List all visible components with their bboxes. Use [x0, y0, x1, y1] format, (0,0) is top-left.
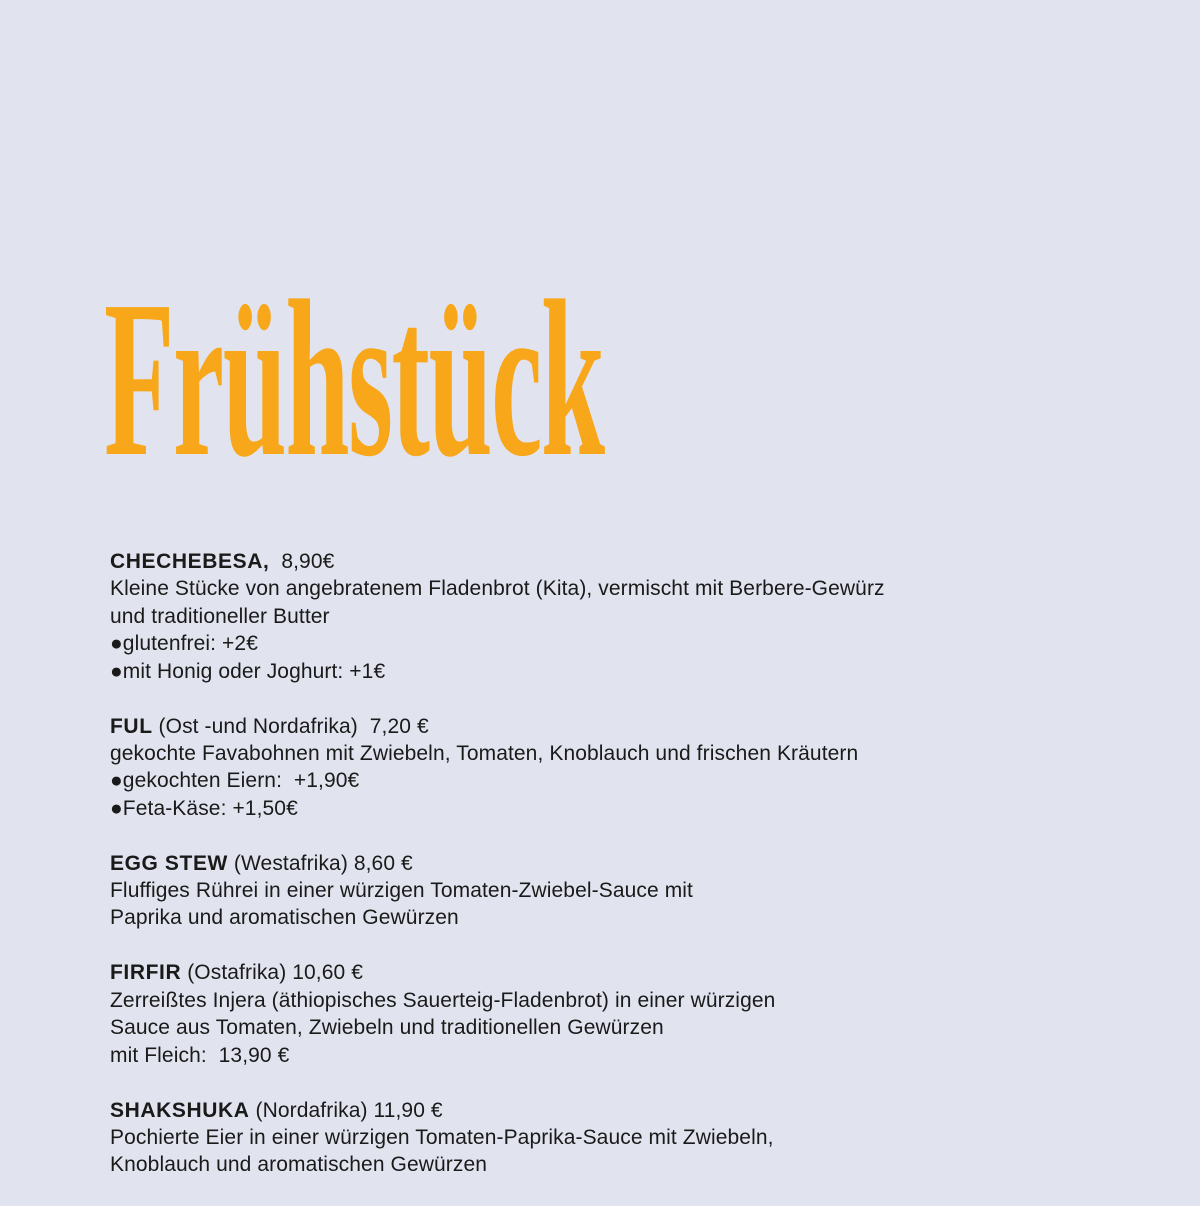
item-name: FUL: [110, 714, 153, 738]
item-option: ● Feta-Käse: +1,50€: [110, 795, 1110, 822]
menu-item-shakshuka: [110, 1097, 1110, 1179]
item-price: (Ostafrika) 10,60 €: [181, 961, 364, 985]
item-header: [110, 713, 1110, 740]
item-description: Fluffiges Rührei in einer würzigen Tomaten-Zwiebel-Sauce mit: [110, 879, 693, 903]
item-name: SHAKSHUKA: [110, 1098, 250, 1122]
item-name: FIRFIR: [110, 961, 182, 985]
item-header: [110, 959, 1110, 986]
item-name: CHECHEBESA,: [110, 550, 270, 573]
item-price: (Westafrika) 8,60 €: [227, 851, 413, 875]
menu-item-firfir: [110, 959, 1110, 1069]
item-description: Sauce aus Tomaten, Zwiebeln und traditionellen Gewürzen: [110, 1016, 664, 1040]
item-description: mit Fleich: 13,90 €: [110, 1043, 290, 1067]
item-description: Kleine Stücke von angebratenem Fladenbrot (Kita), vermischt mit Berbere-Gewürz: [110, 577, 885, 601]
item-description: Zerreißtes Injera (äthiopisches Sauerteig-Fladenbrot) in einer würzigen: [110, 988, 776, 1012]
item-header: [110, 548, 1110, 575]
page-title: Frühstück: [104, 255, 604, 504]
menu-list: [110, 548, 1110, 1206]
menu-item-egg-stew: [110, 850, 1110, 932]
item-description: und traditioneller Butter: [110, 604, 330, 628]
item-description: Knoblauch und aromatischen Gewürzen: [110, 1153, 488, 1177]
item-header: [110, 1097, 1110, 1124]
item-description: Paprika und aromatischen Gewürzen: [110, 906, 459, 930]
item-option: ● glutenfrei: +2€: [110, 630, 1110, 657]
item-price: 8,90€: [269, 550, 335, 573]
item-description: gekochte Favabohnen mit Zwiebeln, Tomaten, Knoblauch und frischen Kräutern: [110, 741, 859, 765]
item-name: EGG STEW: [110, 851, 228, 875]
item-header: [110, 850, 1110, 877]
menu-item-chechebesa: [110, 548, 1110, 685]
item-option: ● gekochten Eiern: +1,90€: [110, 767, 1110, 794]
item-option: ● mit Honig oder Joghurt: +1€: [110, 658, 1110, 685]
item-description: Pochierte Eier in einer würzigen Tomaten-Paprika-Sauce mit Zwiebeln,: [110, 1125, 774, 1149]
item-price: (Ost -und Nordafrika) 7,20 €: [152, 714, 429, 738]
item-price: (Nordafrika) 11,90 €: [249, 1098, 443, 1122]
menu-item-ful: [110, 713, 1110, 823]
